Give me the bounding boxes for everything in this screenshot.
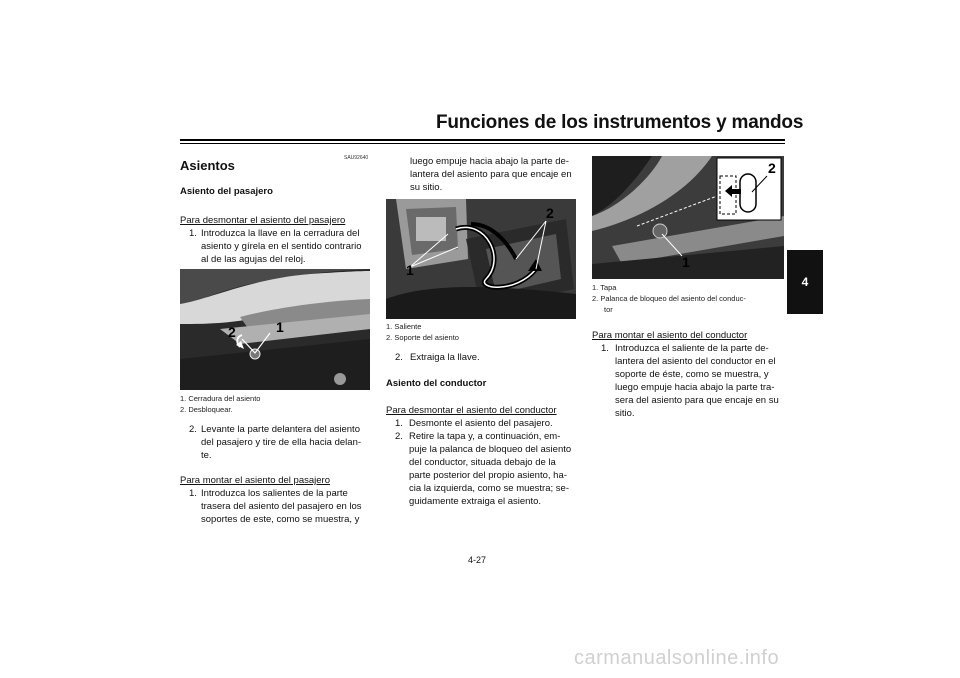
step-text: parte posterior del propio asiento, ha- [409,470,567,481]
step-text: lantera del asiento del conductor en el [615,356,776,367]
figure-label: 1 [406,262,414,278]
step-text: del pasajero y tire de ella hacia delan- [201,437,362,448]
step-text: Introduzca el saliente de la parte de- [615,343,769,354]
figure-label: 1 [682,254,690,270]
step-text: puje la palanca de bloqueo del asiento [409,444,572,455]
chapter-tab[interactable]: 4 [787,250,823,314]
seat-lock-photo [180,269,370,390]
step-text: sera del asiento para que encaje en su [615,395,779,406]
figure-caption: 1. Saliente [386,322,422,331]
step-number: 2. [395,431,403,442]
step-text: Introduzca la llave en la cerradura del [201,228,360,239]
passenger-seat-title: Asiento del pasajero [180,186,273,197]
step-text: Levante la parte delantera del asiento [201,424,360,435]
install-passenger-heading: Para montar el asiento del pasajero [180,475,330,486]
step-number: 1. [189,228,197,239]
header-rule-thin [180,143,785,144]
step-text: Extraiga la llave. [410,352,480,363]
figure-caption: 1. Tapa [592,283,617,292]
figure-seat-lock [180,269,370,390]
step-number: 2. [395,352,403,363]
step-text: trasera del asiento del pasajero en los [201,501,362,512]
step-text: Introduzca los salientes de la parte [201,488,348,499]
figure-label: 2 [768,160,776,176]
step-text: soporte de éste, como se muestra, y [615,369,769,380]
step-text: Retire la tapa y, a continuación, em- [409,431,561,442]
step-text: te. [201,450,212,461]
figure-caption: 2. Palanca de bloqueo del asiento del conduc- [592,294,746,303]
figure-caption: 2. Soporte del asiento [386,333,459,342]
step-text: al de las agujas del reloj. [201,254,306,265]
step-text: sitio. [615,408,635,419]
remove-passenger-heading: Para desmontar el asiento del pasajero [180,215,346,226]
install-rider-heading: Para montar el asiento del conductor [592,330,748,341]
section-code: SAU92640 [344,155,369,161]
step-number: 2. [189,424,197,435]
figure-seat-brackets [386,199,576,319]
figure-label: 1 [276,319,284,335]
figure-caption: 2. Desbloquear. [180,405,233,414]
rider-seat-title: Asiento del conductor [386,378,487,389]
figure-label: 2 [546,205,554,221]
step-text: del conductor, situada debajo de la [409,457,556,468]
step-text: luego empuje hacia abajo la parte de- [410,156,569,167]
header-rule [180,139,785,141]
figure-caption: tor [604,305,613,314]
figure-caption: 1. Cerradura del asiento [180,394,261,403]
step-text: soportes de este, como se muestra, y [201,514,360,525]
section-title: Asientos [180,158,235,173]
step-text: su sitio. [410,182,443,193]
chapter-title: Funciones de los instrumentos y mandos [436,112,804,133]
figure-label: 2 [228,324,236,340]
step-number: 1. [601,343,609,354]
step-text: luego empuje hacia abajo la parte tra- [615,382,775,393]
step-number: 1. [395,418,403,429]
figure-rider-seat-lever [592,156,784,279]
remove-rider-heading: Para desmontar el asiento del conductor [386,405,557,416]
watermark[interactable]: carmanualsonline.info [574,647,780,669]
step-number: 1. [189,488,197,499]
step-text: Desmonte el asiento del pasajero. [409,418,553,429]
step-text: asiento y gírela en el sentido contrario [201,241,362,252]
step-text: cia la izquierda, como se muestra; se- [409,483,569,494]
step-text: guidamente extraiga el asiento. [409,496,542,507]
step-text: lantera del asiento para que encaje en [410,169,572,180]
page-number: 4-27 [468,555,487,565]
